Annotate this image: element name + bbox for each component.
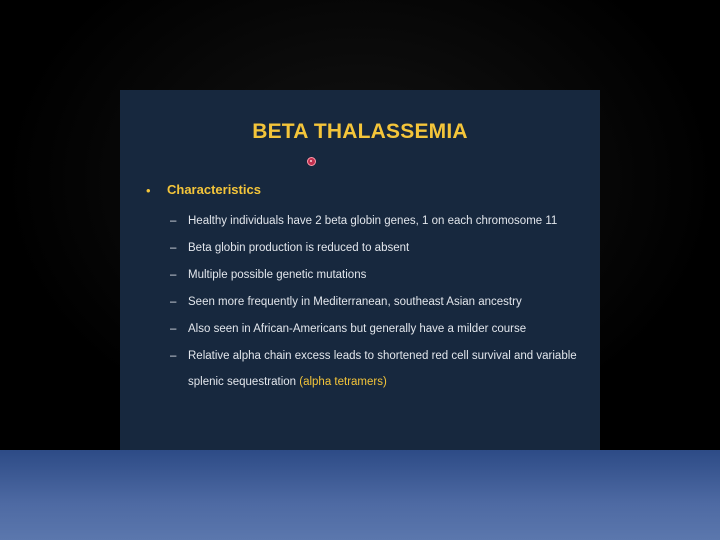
sub-bullet-list [170,208,590,395]
list-item-text: Also seen in African-Americans but generally have a milder course [188,323,527,335]
slide-title: BETA THALASSEMIA [252,120,468,143]
list-item-text: Seen more frequently in Mediterranean, southeast Asian ancestry [188,296,522,308]
list-item-text: Multiple possible genetic mutations [188,269,367,281]
list-item [170,235,590,261]
dash-icon: – [170,323,177,335]
bullet-heading: Characteristics [167,182,261,197]
dash-icon: – [170,269,177,281]
dash-icon: – [170,242,177,254]
highlight-text: (alpha tetramers) [299,376,387,388]
list-item [170,316,590,342]
bottom-blue-band [0,450,720,540]
list-item-text: Beta globin production is reduced to absent [188,242,410,254]
slide-panel [120,90,600,450]
list-item [170,289,590,315]
list-item-text: Relative alpha chain excess leads to shortened red cell survival and variable splenic sequestration [188,350,577,388]
list-item-text: Healthy individuals have 2 beta globin genes, 1 on each chromosome 11 [188,215,558,227]
dash-icon: – [170,350,177,362]
list-item [170,208,590,234]
dash-icon: – [170,215,177,227]
list-item [170,262,590,288]
pointer-cursor-icon [307,157,316,166]
bullet-icon: • [146,183,151,198]
dash-icon: – [170,296,177,308]
list-item [170,343,590,395]
